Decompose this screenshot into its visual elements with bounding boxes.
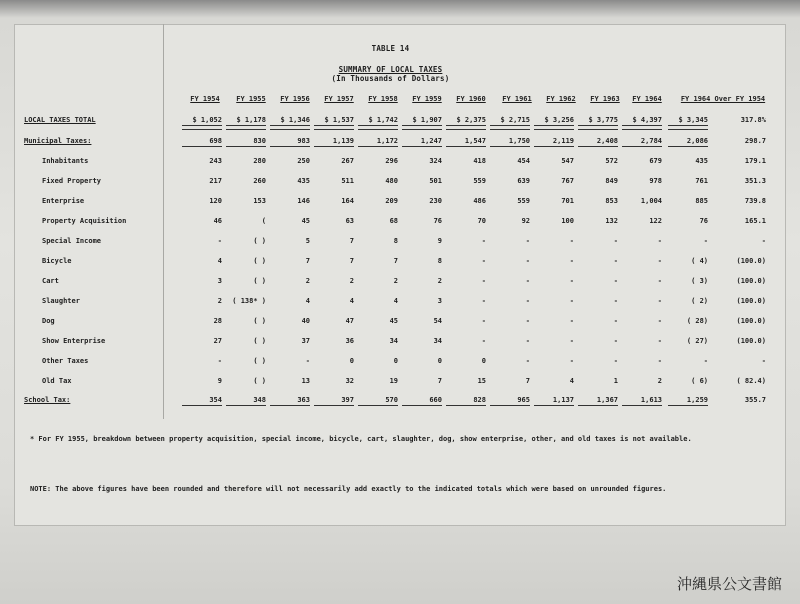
- table-units: (In Thousands of Dollars): [331, 74, 450, 83]
- table-cell: -: [657, 357, 662, 365]
- table-cell: 679: [649, 157, 662, 165]
- table-cell: ( 3): [691, 277, 708, 285]
- table-cell: 46: [213, 217, 222, 225]
- table-cell: 7: [525, 377, 530, 385]
- table-cell: 34: [389, 337, 398, 345]
- cell-underline: [578, 125, 618, 130]
- table-cell: 9: [217, 377, 222, 385]
- table-cell: -: [525, 317, 530, 325]
- table-cell: 363: [297, 396, 310, 404]
- table-cell: $ 3,775: [588, 116, 618, 124]
- table-cell: -: [525, 357, 530, 365]
- row-label: Old Tax: [42, 377, 72, 385]
- table-cell: 572: [605, 157, 618, 165]
- table-cell: -: [481, 297, 486, 305]
- cell-underline: [490, 405, 530, 406]
- table-cell: 76: [699, 217, 708, 225]
- table-cell: 68: [389, 217, 398, 225]
- row-label: Show Enterprise: [42, 337, 106, 345]
- table-cell: $ 4,397: [632, 116, 662, 124]
- row-label: Special Income: [42, 237, 102, 245]
- table-cell: ( 82.4): [736, 377, 766, 385]
- table-cell: -: [613, 237, 618, 245]
- table-cell: $ 1,178: [236, 116, 266, 124]
- cell-underline: [402, 405, 442, 406]
- table-cell: 0: [437, 357, 442, 365]
- table-cell: 0: [349, 357, 354, 365]
- table-cell: 4: [393, 297, 398, 305]
- table-cell: (100.0): [736, 317, 766, 325]
- table-cell: ( ): [253, 277, 266, 285]
- cell-underline: [402, 125, 442, 130]
- table-cell: 830: [253, 137, 266, 145]
- table-cell: -: [703, 357, 708, 365]
- row-label: Fixed Property: [42, 177, 102, 185]
- table-cell: -: [569, 357, 574, 365]
- cell-underline: [358, 405, 398, 406]
- cell-underline: [446, 125, 486, 130]
- table-cell: -: [657, 277, 662, 285]
- table-cell: -: [657, 257, 662, 265]
- table-cell: 1,367: [596, 396, 618, 404]
- table-cell: -: [657, 237, 662, 245]
- table-cell: 45: [301, 217, 310, 225]
- cell-underline: [358, 146, 398, 147]
- cell-underline: [314, 146, 354, 147]
- table-cell: 480: [385, 177, 398, 185]
- table-cell: -: [525, 237, 530, 245]
- table-cell: 37: [301, 337, 310, 345]
- cell-underline: [402, 146, 442, 147]
- table-cell: 3: [217, 277, 222, 285]
- column-header: FY 1957: [324, 95, 354, 103]
- table-cell: -: [481, 317, 486, 325]
- table-cell: 354: [209, 396, 222, 404]
- table-cell: 8: [393, 237, 398, 245]
- table-cell: 146: [297, 197, 310, 205]
- column-header: FY 1964 Over FY 1954: [680, 95, 766, 103]
- cell-underline: [182, 146, 222, 147]
- table-cell: 36: [345, 337, 354, 345]
- table-cell: 501: [429, 177, 442, 185]
- cell-underline: [534, 405, 574, 406]
- table-cell: 828: [473, 396, 486, 404]
- table-cell: 965: [517, 396, 530, 404]
- table-cell: $ 1,346: [280, 116, 310, 124]
- table-cell: 355.7: [744, 396, 766, 404]
- table-cell: -: [569, 257, 574, 265]
- row-label: School Tax:: [24, 396, 71, 404]
- table-cell: ( ): [253, 237, 266, 245]
- cell-underline: [490, 146, 530, 147]
- table-cell: 243: [209, 157, 222, 165]
- column-header: FY 1956: [280, 95, 310, 103]
- row-label: Dog: [42, 317, 55, 325]
- row-label: Cart: [42, 277, 59, 285]
- cell-underline: [314, 405, 354, 406]
- table-cell: 983: [297, 137, 310, 145]
- row-label: Inhabitants: [42, 157, 89, 165]
- table-cell: 486: [473, 197, 486, 205]
- table-cell: ( ): [253, 317, 266, 325]
- table-cell: $ 3,345: [678, 116, 708, 124]
- table-cell: 454: [517, 157, 530, 165]
- cell-underline: [578, 405, 618, 406]
- table-cell: -: [305, 357, 310, 365]
- table-cell: 7: [349, 237, 354, 245]
- table-cell: 19: [389, 377, 398, 385]
- table-cell: 27: [213, 337, 222, 345]
- table-cell: 2,119: [552, 137, 574, 145]
- table-cell: 397: [341, 396, 354, 404]
- table-cell: 2: [437, 277, 442, 285]
- cell-underline: [270, 405, 310, 406]
- table-cell: (100.0): [736, 257, 766, 265]
- table-cell: ( ): [253, 357, 266, 365]
- cell-underline: [534, 146, 574, 147]
- table-title: SUMMARY OF LOCAL TAXES: [338, 65, 443, 74]
- table-cell: 2: [349, 277, 354, 285]
- table-cell: 978: [649, 177, 662, 185]
- table-cell: 3: [437, 297, 442, 305]
- cell-underline: [270, 146, 310, 147]
- table-cell: -: [481, 337, 486, 345]
- table-cell: 701: [561, 197, 574, 205]
- table-cell: -: [613, 357, 618, 365]
- table-cell: 2: [393, 277, 398, 285]
- column-header: FY 1959: [412, 95, 442, 103]
- table-cell: -: [703, 237, 708, 245]
- table-cell: 40: [301, 317, 310, 325]
- cell-underline: [578, 146, 618, 147]
- cell-underline: [182, 125, 222, 130]
- table-cell: 4: [569, 377, 574, 385]
- table-cell: -: [613, 337, 618, 345]
- table-cell: 7: [305, 257, 310, 265]
- table-cell: -: [569, 317, 574, 325]
- table-cell: 132: [605, 217, 618, 225]
- table-cell: 2,086: [686, 137, 708, 145]
- table-cell: 418: [473, 157, 486, 165]
- table-cell: 739.8: [744, 197, 766, 205]
- table-cell: 47: [345, 317, 354, 325]
- table-cell: 120: [209, 197, 222, 205]
- table-cell: 230: [429, 197, 442, 205]
- table-cell: 179.1: [744, 157, 766, 165]
- table-cell: $ 1,537: [324, 116, 354, 124]
- table-cell: 34: [433, 337, 442, 345]
- row-label: Bicycle: [42, 257, 72, 265]
- table-cell: 76: [433, 217, 442, 225]
- archive-stamp: 沖縄県公文書館: [676, 575, 782, 593]
- row-label: Other Taxes: [42, 357, 89, 365]
- table-cell: 351.3: [744, 177, 766, 185]
- row-label: Slaughter: [42, 297, 80, 305]
- table-cell: 511: [341, 177, 354, 185]
- table-cell: -: [613, 297, 618, 305]
- table-cell: ( 138* ): [232, 297, 266, 305]
- table-cell: 165.1: [744, 217, 766, 225]
- column-header: FY 1964: [632, 95, 662, 103]
- column-header: FY 1960: [456, 95, 486, 103]
- table-cell: 209: [385, 197, 398, 205]
- table-cell: 853: [605, 197, 618, 205]
- table-cell: 267: [341, 157, 354, 165]
- table-cell: 2,408: [596, 137, 618, 145]
- table-cell: -: [569, 237, 574, 245]
- table-cell: $ 1,742: [368, 116, 398, 124]
- table-cell: 100: [561, 217, 574, 225]
- table-cell: -: [613, 277, 618, 285]
- table-cell: 1,247: [420, 137, 442, 145]
- table-cell: 761: [695, 177, 708, 185]
- table-cell: -: [761, 357, 766, 365]
- table-cell: 435: [695, 157, 708, 165]
- cell-underline: [668, 146, 708, 147]
- cell-underline: [534, 125, 574, 130]
- cell-underline: [668, 405, 708, 406]
- table-cell: -: [657, 317, 662, 325]
- rounding-note: NOTE: The above figures have been rounded and therefore will not necessarily add exactly to the indicated totals which were based on unrounded figures.: [30, 485, 667, 493]
- table-cell: 0: [481, 357, 486, 365]
- table-cell: -: [657, 337, 662, 345]
- table-cell: -: [761, 237, 766, 245]
- table-cell: 7: [393, 257, 398, 265]
- table-number: TABLE 14: [371, 44, 410, 53]
- table-cell: 32: [345, 377, 354, 385]
- table-cell: ( 28): [686, 317, 708, 325]
- table-cell: 28: [213, 317, 222, 325]
- table-cell: 1,613: [640, 396, 662, 404]
- table-cell: 660: [429, 396, 442, 404]
- table-cell: -: [525, 297, 530, 305]
- column-header: FY 1962: [546, 95, 576, 103]
- table-cell: 280: [253, 157, 266, 165]
- table-cell: ( 4): [691, 257, 708, 265]
- table-cell: ( 6): [691, 377, 708, 385]
- asterisk-footnote: * For FY 1955, breakdown between property acquisition, special income, bicycle, cart, slaughter, dog, show enterprise, other, and old taxes is not available.: [30, 435, 692, 443]
- cell-underline: [358, 125, 398, 130]
- table-cell: 317.8%: [740, 116, 766, 124]
- cell-underline: [226, 405, 266, 406]
- table-cell: 2,784: [640, 137, 662, 145]
- table-cell: 849: [605, 177, 618, 185]
- table-cell: $ 2,375: [456, 116, 486, 124]
- table-cell: 698: [209, 137, 222, 145]
- table-cell: (100.0): [736, 277, 766, 285]
- table-cell: -: [481, 257, 486, 265]
- table-cell: (100.0): [736, 337, 766, 345]
- table-cell: 45: [389, 317, 398, 325]
- cell-underline: [490, 125, 530, 130]
- cell-underline: [622, 405, 662, 406]
- table-cell: 1,172: [376, 137, 398, 145]
- table-cell: -: [569, 337, 574, 345]
- table-cell: 348: [253, 396, 266, 404]
- table-cell: ( ): [253, 377, 266, 385]
- table-cell: -: [569, 277, 574, 285]
- table-cell: -: [613, 257, 618, 265]
- table-cell: 250: [297, 157, 310, 165]
- table-cell: 559: [517, 197, 530, 205]
- column-header: FY 1961: [502, 95, 532, 103]
- table-cell: 4: [305, 297, 310, 305]
- row-label: Property Acquisition: [42, 217, 127, 225]
- column-header: FY 1958: [368, 95, 398, 103]
- column-header: FY 1954: [190, 95, 220, 103]
- table-cell: 7: [349, 257, 354, 265]
- table-cell: 296: [385, 157, 398, 165]
- cell-underline: [226, 125, 266, 130]
- row-label: Enterprise: [42, 197, 85, 205]
- table-cell: -: [481, 237, 486, 245]
- table-cell: (100.0): [736, 297, 766, 305]
- table-cell: 260: [253, 177, 266, 185]
- table-cell: -: [525, 257, 530, 265]
- table-cell: 1,139: [332, 137, 354, 145]
- column-header: FY 1963: [590, 95, 620, 103]
- table-cell: 1,137: [552, 396, 574, 404]
- table-cell: 13: [301, 377, 310, 385]
- table-cell: 1,547: [464, 137, 486, 145]
- table-cell: -: [481, 277, 486, 285]
- table-cell: -: [525, 337, 530, 345]
- table-cell: 5: [305, 237, 310, 245]
- table-cell: 8: [437, 257, 442, 265]
- table-cell: -: [569, 297, 574, 305]
- table-cell: 1,259: [686, 396, 708, 404]
- row-label: LOCAL TAXES TOTAL: [24, 116, 96, 124]
- table-cell: -: [657, 297, 662, 305]
- table-cell: 767: [561, 177, 574, 185]
- table-cell: 885: [695, 197, 708, 205]
- table-cell: $ 1,052: [192, 116, 222, 124]
- table-cell: ( 27): [686, 337, 708, 345]
- table-cell: 92: [521, 217, 530, 225]
- table-cell: 559: [473, 177, 486, 185]
- table-cell: 2: [657, 377, 662, 385]
- table-cell: 63: [345, 217, 354, 225]
- table-cell: 2: [305, 277, 310, 285]
- cell-underline: [270, 125, 310, 130]
- table-cell: 4: [349, 297, 354, 305]
- table-cell: 15: [477, 377, 486, 385]
- table-cell: 4: [217, 257, 222, 265]
- table-cell: 54: [433, 317, 442, 325]
- cell-underline: [446, 146, 486, 147]
- table-cell: ( ): [253, 337, 266, 345]
- table-cell: 1,004: [640, 197, 662, 205]
- table-cell: 70: [477, 217, 486, 225]
- table-cell: $ 1,907: [412, 116, 442, 124]
- table-cell: -: [217, 237, 222, 245]
- table-cell: 153: [253, 197, 266, 205]
- table-cell: 570: [385, 396, 398, 404]
- cell-underline: [622, 146, 662, 147]
- cell-underline: [622, 125, 662, 130]
- table-cell: ( 2): [691, 297, 708, 305]
- table-cell: 298.7: [744, 137, 766, 145]
- table-cell: $ 3,256: [544, 116, 574, 124]
- table-cell: 324: [429, 157, 442, 165]
- cell-underline: [668, 125, 708, 130]
- table-cell: 164: [341, 197, 354, 205]
- cell-underline: [314, 125, 354, 130]
- table-cell: (: [261, 217, 266, 225]
- cell-underline: [446, 405, 486, 406]
- table-cell: -: [613, 317, 618, 325]
- table-cell: 547: [561, 157, 574, 165]
- row-label: Municipal Taxes:: [24, 137, 92, 145]
- cell-underline: [182, 405, 222, 406]
- table-cell: 9: [437, 237, 442, 245]
- table-cell: ( ): [253, 257, 266, 265]
- table-cell: 435: [297, 177, 310, 185]
- table-cell: 639: [517, 177, 530, 185]
- column-header: FY 1955: [236, 95, 266, 103]
- table-cell: 122: [649, 217, 662, 225]
- table-cell: $ 2,715: [500, 116, 530, 124]
- table-cell: 217: [209, 177, 222, 185]
- table-cell: 7: [437, 377, 442, 385]
- table-cell: -: [217, 357, 222, 365]
- cell-underline: [226, 146, 266, 147]
- table-cell: 0: [393, 357, 398, 365]
- table-cell: 1: [613, 377, 618, 385]
- table-cell: 1,750: [508, 137, 530, 145]
- table-cell: -: [525, 277, 530, 285]
- table-cell: 2: [217, 297, 222, 305]
